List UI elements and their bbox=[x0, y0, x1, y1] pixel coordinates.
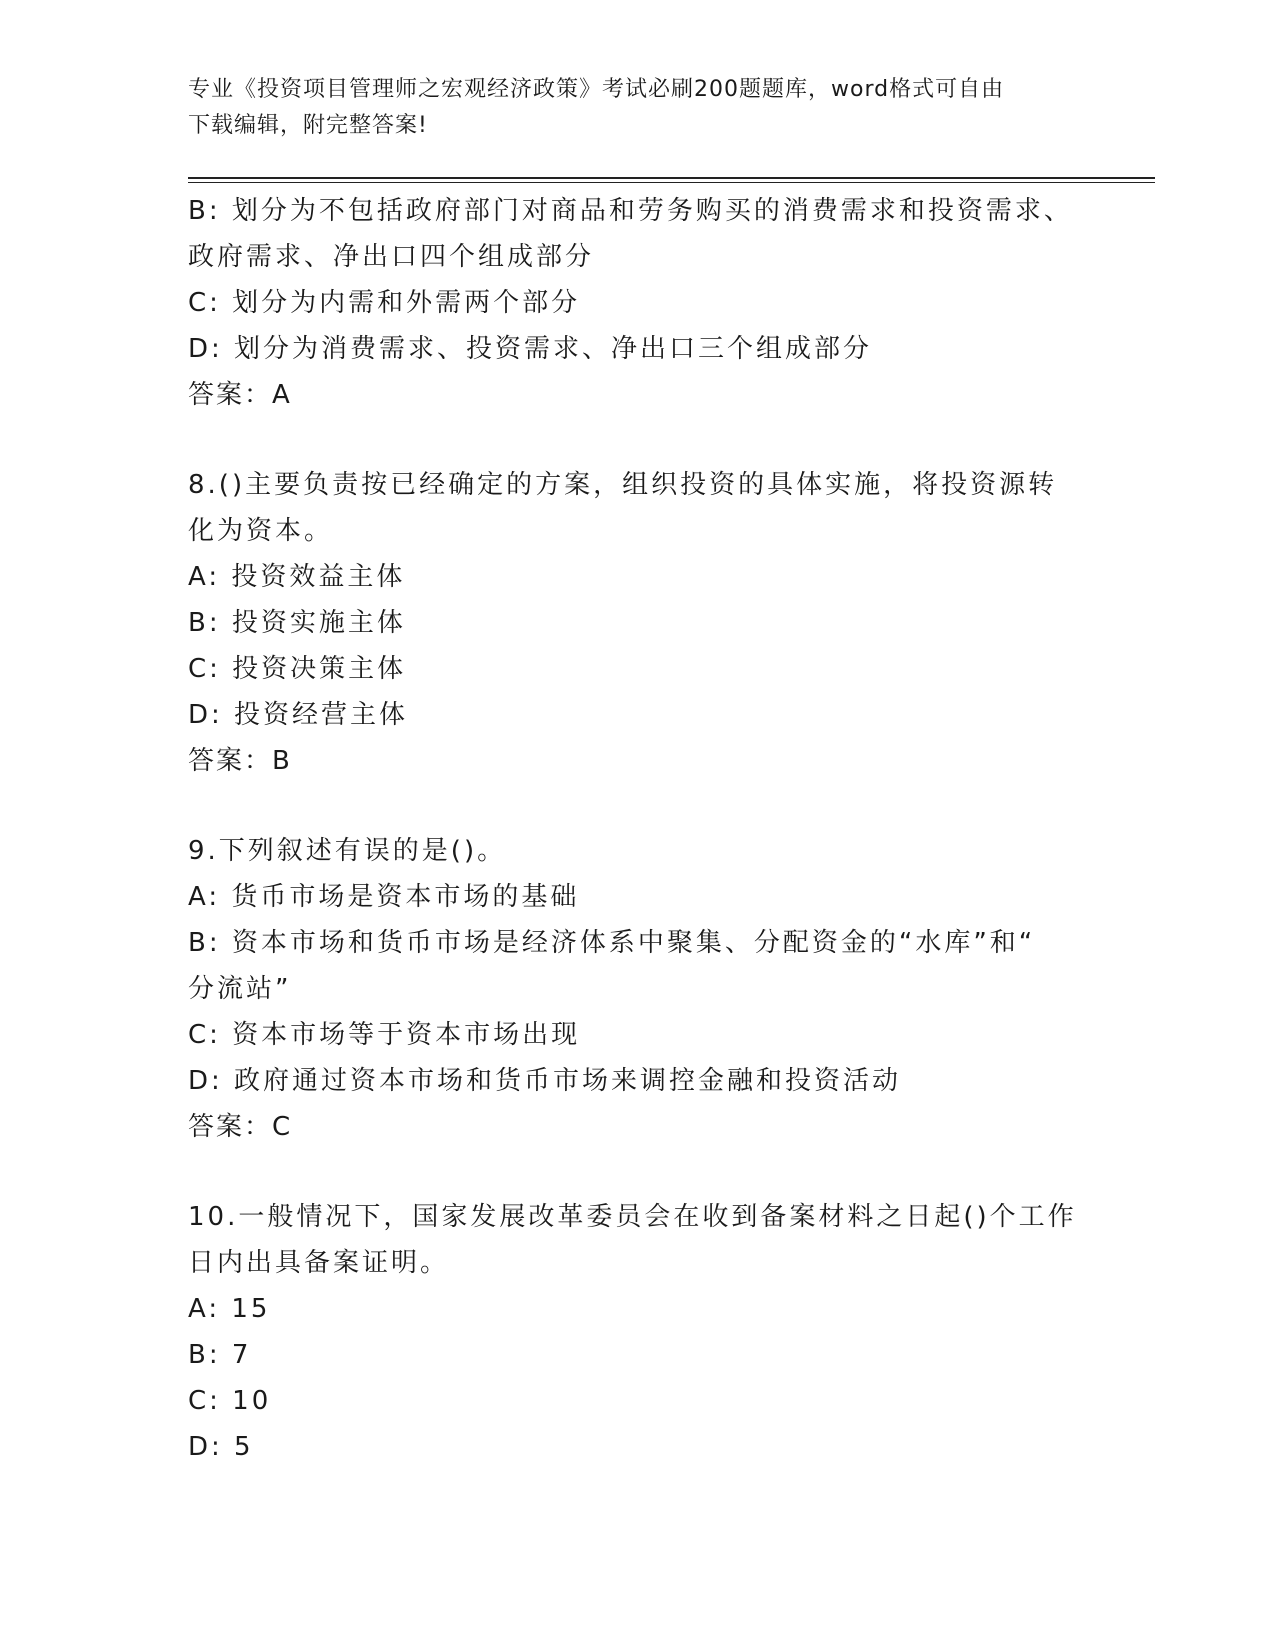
question-7-tail bbox=[188, 188, 1088, 418]
q7-option-b-line-2: 政府需求、净出口四个组成部分 bbox=[188, 242, 595, 272]
q8-option-c: C: 投资决策主体 bbox=[188, 654, 407, 684]
q9-option-b-line-1: B: 资本市场和货币市场是经济体系中聚集、分配资金的“水库”和“ bbox=[188, 928, 1036, 958]
question-10 bbox=[188, 1194, 1088, 1470]
q9-answer: 答案：C bbox=[188, 1112, 293, 1142]
document-header bbox=[188, 72, 1088, 144]
q10-stem-line-1: 10.一般情况下，国家发展改革委员会在收到备案材料之日起()个工作 bbox=[188, 1202, 1077, 1232]
q9-option-a: A: 货币市场是资本市场的基础 bbox=[188, 882, 580, 912]
q7-option-d: D: 划分为消费需求、投资需求、净出口三个组成部分 bbox=[188, 334, 873, 364]
q10-option-b: B: 7 bbox=[188, 1340, 252, 1370]
header-rule-thick bbox=[188, 177, 1155, 179]
q9-option-c: C: 资本市场等于资本市场出现 bbox=[188, 1020, 581, 1050]
spacer bbox=[188, 784, 1088, 828]
q8-answer: 答案：B bbox=[188, 746, 292, 776]
q7-option-b-line-1: B: 划分为不包括政府部门对商品和劳务购买的消费需求和投资需求、 bbox=[188, 196, 1073, 226]
q8-stem-line-1: 8.()主要负责按已经确定的方案，组织投资的具体实施，将投资源转 bbox=[188, 470, 1058, 500]
q8-option-d: D: 投资经营主体 bbox=[188, 700, 409, 730]
q9-option-d: D: 政府通过资本市场和货币市场来调控金融和投资活动 bbox=[188, 1066, 902, 1096]
q10-stem-line-2: 日内出具备案证明。 bbox=[188, 1248, 450, 1278]
q9-stem: 9.下列叙述有误的是()。 bbox=[188, 836, 507, 866]
question-content bbox=[188, 188, 1088, 1470]
q8-option-b: B: 投资实施主体 bbox=[188, 608, 406, 638]
q10-option-a: A: 15 bbox=[188, 1294, 271, 1324]
q8-option-a: A: 投资效益主体 bbox=[188, 562, 406, 592]
q10-option-d: D: 5 bbox=[188, 1432, 254, 1462]
q8-stem-line-2: 化为资本。 bbox=[188, 516, 334, 546]
question-9 bbox=[188, 828, 1088, 1150]
spacer bbox=[188, 1150, 1088, 1194]
header-line-1: 专业《投资项目管理师之宏观经济政策》考试必刷200题题库，word格式可自由 bbox=[188, 77, 1005, 102]
q9-option-b-line-2: 分流站” bbox=[188, 974, 292, 1004]
spacer bbox=[188, 418, 1088, 462]
q7-answer: 答案：A bbox=[188, 380, 292, 410]
q10-option-c: C: 10 bbox=[188, 1386, 272, 1416]
q7-option-c: C: 划分为内需和外需两个部分 bbox=[188, 288, 581, 318]
question-8 bbox=[188, 462, 1088, 784]
header-line-2: 下载编辑，附完整答案! bbox=[188, 113, 428, 138]
header-rule-thin bbox=[188, 182, 1155, 183]
